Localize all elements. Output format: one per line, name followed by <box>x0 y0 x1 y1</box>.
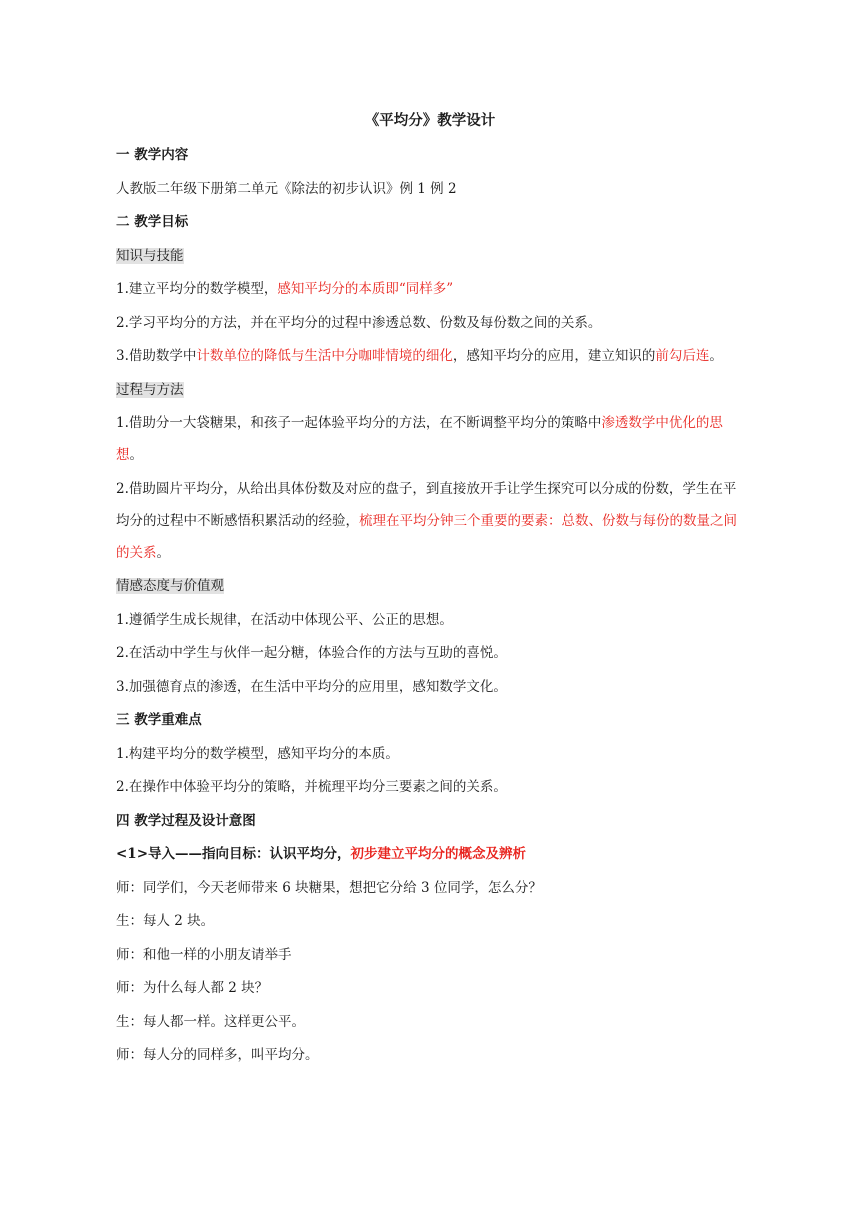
content-text: 人教版二年级下册第二单元《除法的初步认识》例 1 例 2 <box>116 180 457 197</box>
dialog-line: 师：每人分的同样多，叫平均分。 <box>116 1047 319 1063</box>
key-point-1: 1.构建平均分的数学模型，感知平均分的本质。 <box>116 745 399 762</box>
attitude-item-1: 1.遵循学生成长规律，在活动中体现公平、公正的思想。 <box>116 611 453 628</box>
document-body <box>116 145 746 1079</box>
dialog-line: 师：为什么每人都 2 块？ <box>116 980 269 996</box>
knowledge-item-1: 1.建立平均分的数学模型，感知平均分的本质即“同样多” <box>116 281 454 297</box>
section-heading-objectives: 二 教学目标 <box>116 214 189 230</box>
process-item-1: 1.借助分一大袋糖果，和孩子一起体验平均分的方法，在不断调整平均分的策略中渗透数学中优化的思想。 <box>116 415 723 463</box>
subheading-process: 过程与方法 <box>116 381 184 398</box>
process-item-2: 2.借助圆片平均分，从给出具体份数及对应的盘子，到直接放开手让学生探究可以分成的份数，学生在平均分的过程中不断感悟积累活动的经验，梳理在平均分钟三个重要的要素：总数、份数与每份的数量之间的关系。 <box>116 480 737 561</box>
dialog-line: 师：同学们，今天老师带来 6 块糖果，想把它分给 3 位同学，怎么分？ <box>116 879 542 896</box>
document-title: 《平均分》教学设计 <box>364 112 496 129</box>
section-heading-key-points: 三 教学重难点 <box>116 712 202 728</box>
knowledge-item-2: 2.学习平均分的方法，并在平均分的过程中渗透总数、份数及每份数之间的关系。 <box>116 314 602 331</box>
key-point-2: 2.在操作中体验平均分的策略，并梳理平均分三要素之间的关系。 <box>116 779 507 795</box>
subheading-knowledge: 知识与技能 <box>116 247 184 264</box>
section-heading-process: 四 教学过程及设计意图 <box>116 812 256 829</box>
section-heading-content: 一 教学内容 <box>116 147 189 163</box>
step-1-heading: <1>导入——指向目标：认识平均分，初步建立平均分的概念及辨析 <box>116 846 527 862</box>
attitude-item-3: 3.加强德育点的渗透，在生活中平均分的应用里，感知数学文化。 <box>116 678 507 695</box>
dialog-line: 生：每人 2 块。 <box>116 913 215 929</box>
attitude-item-2: 2.在活动中学生与伙伴一起分糖，体验合作的方法与互助的喜悦。 <box>116 645 507 661</box>
knowledge-item-3: 3.借助数学中计数单位的降低与生活中分咖啡情境的细化，感知平均分的应用，建立知识的前勾后连。 <box>116 348 723 364</box>
dialog-line: 师：和他一样的小朋友请举手 <box>116 946 292 963</box>
subheading-attitude: 情感态度与价值观 <box>116 578 224 594</box>
dialog-line: 生：每人都一样。这样更公平。 <box>116 1013 305 1030</box>
